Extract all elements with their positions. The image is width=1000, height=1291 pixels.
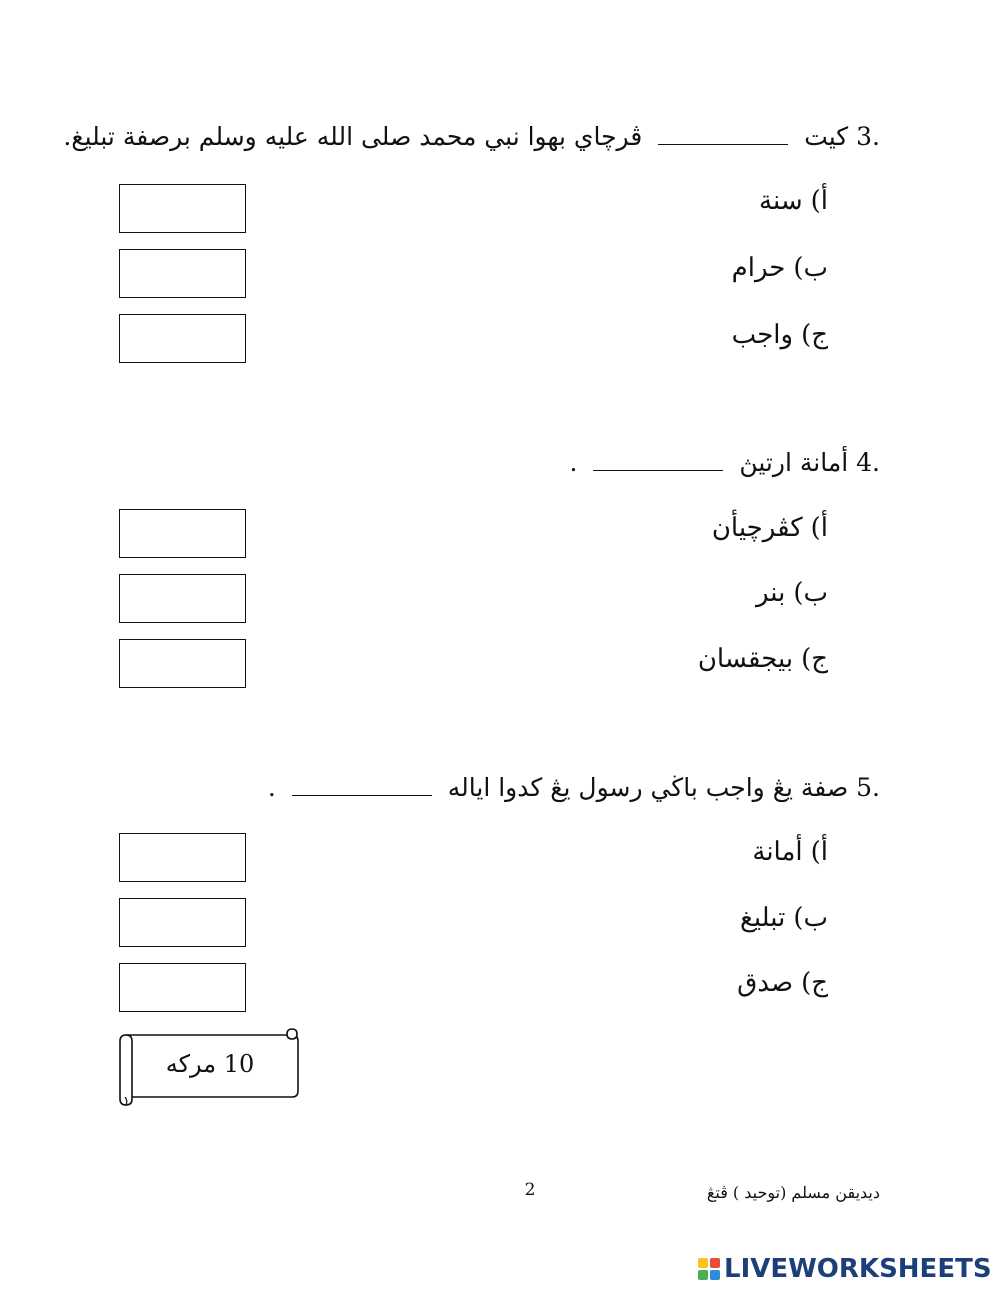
question-4-option-c <box>698 644 828 675</box>
answer-blank <box>658 126 788 145</box>
option-text: بيجقسان <box>697 644 794 674</box>
option-text: حرام <box>731 253 786 283</box>
question-5-text <box>268 773 880 803</box>
logo-squares-icon <box>698 1258 720 1280</box>
option-letter: ب) <box>793 903 828 933</box>
option-text: كڤرچيأن <box>711 513 803 543</box>
question-number: 3. <box>856 122 880 151</box>
option-text: تبليغ <box>740 903 786 933</box>
page-number: 2 <box>524 1180 536 1200</box>
footer-subject: ديديقن مسلم (توحيد ) ڤتڠ <box>706 1183 880 1202</box>
option-letter: أ) <box>810 186 828 216</box>
option-letter: ب) <box>793 578 828 608</box>
question-number: 5. <box>856 773 880 802</box>
question-5-option-c <box>737 968 828 999</box>
liveworksheets-logo <box>698 1254 992 1284</box>
question-text-end: . <box>569 448 578 477</box>
option-letter: ج) <box>801 644 828 674</box>
question-3-text <box>63 122 880 152</box>
option-text: سنة <box>759 186 803 216</box>
answer-blank <box>593 452 723 471</box>
question-text-start: صفة يڠ واجب باڬي رسول يڠ كدوا اياله <box>447 773 849 802</box>
option-letter: أ) <box>810 513 828 543</box>
answer-box-4b[interactable] <box>119 574 246 623</box>
answer-box-4c[interactable] <box>119 639 246 688</box>
question-4-text <box>570 448 881 478</box>
option-letter: ج) <box>801 968 828 998</box>
question-number: 4. <box>856 448 880 477</box>
question-3-option-c <box>732 320 828 351</box>
question-4-option-b <box>756 578 828 609</box>
question-3-option-b <box>732 253 828 284</box>
brand-name: LIVEWORKSHEETS <box>724 1254 992 1284</box>
answer-box-5a[interactable] <box>119 833 246 882</box>
answer-blank <box>292 777 432 796</box>
question-4-option-a <box>712 513 828 544</box>
answer-box-3c[interactable] <box>119 314 246 363</box>
option-letter: أ) <box>810 837 828 867</box>
answer-box-5b[interactable] <box>119 898 246 947</box>
option-text: صدق <box>737 968 794 998</box>
marks-label: 10 مركه <box>165 1050 255 1078</box>
question-5-option-b <box>740 903 828 934</box>
question-text-end: ڤرچاي بهوا نبي محمد صلى الله عليه وسلم برصفة تبليغ. <box>63 122 643 151</box>
question-5-option-a <box>752 837 828 868</box>
option-letter: ب) <box>793 253 828 283</box>
option-text: واجب <box>731 320 794 350</box>
answer-box-5c[interactable] <box>119 963 246 1012</box>
question-text-start: كيت <box>804 122 849 151</box>
question-3-option-a <box>759 186 828 217</box>
option-text: أمانة <box>752 837 803 867</box>
option-text: بنر <box>755 578 786 608</box>
answer-box-3b[interactable] <box>119 249 246 298</box>
answer-box-3a[interactable] <box>119 184 246 233</box>
option-letter: ج) <box>801 320 828 350</box>
question-text-end: . <box>267 773 276 802</box>
answer-box-4a[interactable] <box>119 509 246 558</box>
question-text-start: أمانة ارتيڽ <box>739 448 849 477</box>
